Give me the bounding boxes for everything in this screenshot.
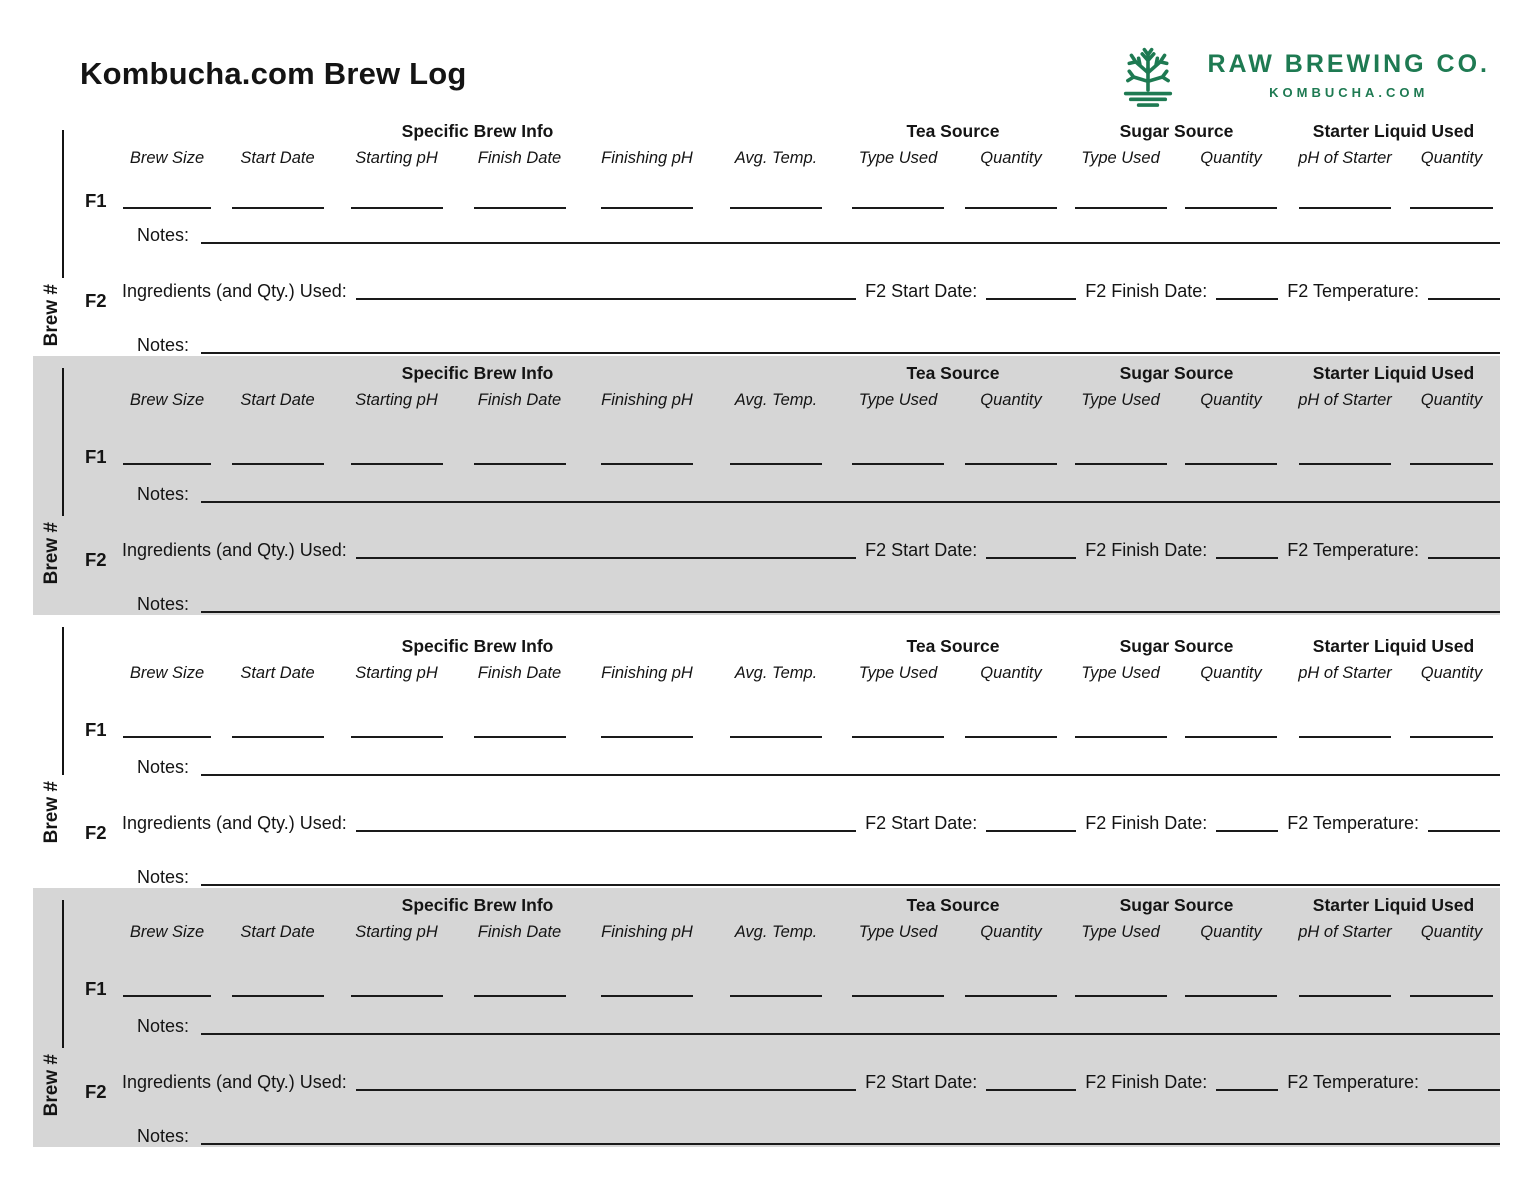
f2-notes-label: Notes: [137,1125,190,1146]
f1-tea-quantity-blank[interactable] [965,736,1057,738]
brew-number-label: Brew # [41,522,62,585]
column-header-starting-ph: Starting pH [355,390,438,409]
brew-number-line[interactable] [62,368,64,516]
f1-label: F1 [85,977,107,999]
f2-finish-date-label: F2 Finish Date: [1085,540,1208,561]
column-header-starter-quantity: Quantity [1420,390,1483,409]
column-header-tea-type-used: Type Used [858,149,938,167]
f1-notes-label: Notes: [137,1016,190,1037]
f1-start-date-blank[interactable] [232,736,324,738]
brew-log-section [33,615,1500,888]
f1-starting-ph-blank[interactable] [351,463,443,465]
f2-notes-row [137,834,1500,888]
f1-notes-label: Notes: [137,757,190,778]
f1-start-date-blank[interactable] [232,995,324,997]
column-header-tea-type-used: Type Used [858,922,938,941]
ingredients-line[interactable] [356,1089,856,1091]
brand-logo [1112,40,1491,114]
group-header-sugar-source: Sugar Source [1119,362,1234,383]
f2-notes-line[interactable] [201,1143,1500,1145]
f2-details-row [122,778,1500,834]
column-header-sugar-quantity: Quantity [1200,922,1262,941]
column-header-tea-type-used: Type Used [858,390,938,409]
f1-starter-ph-blank[interactable] [1299,995,1391,997]
f1-label: F1 [85,445,107,467]
column-header-ph-of-starter: pH of Starter [1298,922,1392,941]
f1-brew-size-blank[interactable] [123,207,211,209]
f2-label: F2 [85,822,107,843]
f1-sugar-type-blank[interactable] [1075,736,1167,738]
brew-log-section [33,888,1500,1147]
f2-details-row [122,505,1500,561]
column-header-brew-size: Brew Size [129,663,205,682]
f1-finish-date-blank[interactable] [474,207,566,209]
f1-avg-temp-blank[interactable] [730,207,822,209]
f2-temperature-label: F2 Temperature: [1287,813,1419,834]
f2-notes-row [137,302,1500,356]
group-header-sugar-source: Sugar Source [1119,121,1234,141]
column-header-ph-of-starter: pH of Starter [1298,149,1392,167]
f2-temperature-line[interactable] [1428,557,1500,559]
f2-details-row [122,246,1500,302]
ingredients-label: Ingredients (and Qty.) Used: [122,1072,347,1093]
f2-notes-label: Notes: [137,866,190,887]
column-group-header-row [115,635,1500,657]
f1-notes-line[interactable] [201,774,1500,776]
group-header-tea-source: Tea Source [906,894,1000,915]
column-header-start-date: Start Date [240,663,315,682]
brew-log-section [33,356,1500,615]
f1-finishing-ph-blank[interactable] [601,207,693,209]
brew-number-line[interactable] [62,130,64,278]
f1-row [85,410,1500,468]
brew-number-line[interactable] [62,627,64,775]
f1-notes-line[interactable] [201,242,1500,244]
f1-notes-row [137,212,1500,246]
f1-entry-blanks [115,683,1500,741]
column-header-row [115,142,1500,168]
column-group-header-row [115,362,1500,384]
group-header-specific-brew-info: Specific Brew Info [401,121,554,141]
group-header-tea-source: Tea Source [906,362,1000,383]
f2-notes-line[interactable] [201,352,1500,354]
column-header-tea-quantity: Quantity [980,663,1042,682]
f1-tea-type-blank[interactable] [852,207,944,209]
f1-finish-date-blank[interactable] [474,463,566,465]
f2-finish-date-line[interactable] [1216,298,1278,300]
column-header-finish-date: Finish Date [477,149,562,167]
f2-finish-date-label: F2 Finish Date: [1085,1072,1208,1093]
column-header-finishing-ph: Finishing pH [601,149,693,167]
f2-notes-row [137,1093,1500,1147]
ingredients-label: Ingredients (and Qty.) Used: [122,540,347,561]
column-header-ph-of-starter: pH of Starter [1298,390,1392,409]
f1-starter-quantity-blank[interactable] [1410,995,1492,997]
f1-notes-row [137,741,1500,779]
f1-tea-quantity-blank[interactable] [965,995,1057,997]
f1-entry-blanks [115,942,1500,1000]
brew-number-rail [33,356,85,615]
f1-starter-quantity-blank[interactable] [1410,207,1492,209]
f1-notes-label: Notes: [137,225,190,245]
ingredients-label: Ingredients (and Qty.) Used: [122,813,347,834]
column-header-tea-quantity: Quantity [980,390,1042,409]
group-header-starter-liquid-used: Starter Liquid Used [1312,121,1475,141]
f1-entry-blanks [115,410,1500,468]
f2-label: F2 [85,1081,107,1102]
f1-start-date-blank[interactable] [232,463,324,465]
column-header-starter-quantity: Quantity [1420,922,1483,941]
f1-starter-ph-blank[interactable] [1299,736,1391,738]
f2-temperature-label: F2 Temperature: [1287,1072,1419,1093]
brew-number-rail [33,118,85,356]
column-header-brew-size: Brew Size [129,390,205,409]
f2-start-date-line[interactable] [986,298,1076,300]
column-header-ph-of-starter: pH of Starter [1298,663,1392,682]
column-header-brew-size: Brew Size [129,149,205,167]
column-group-header-row [115,120,1500,142]
f1-entry-blanks [115,168,1500,212]
f2-start-date-line[interactable] [986,1089,1076,1091]
f1-tea-quantity-blank[interactable] [965,463,1057,465]
f2-start-date-line[interactable] [986,830,1076,832]
column-header-start-date: Start Date [240,922,315,941]
brew-number-rail [33,615,85,888]
column-header-tea-quantity: Quantity [980,922,1042,941]
group-header-starter-liquid-used: Starter Liquid Used [1312,362,1475,383]
page-header [0,0,1536,118]
column-header-starting-ph: Starting pH [355,663,438,682]
column-header-starter-quantity: Quantity [1420,149,1483,167]
f1-finishing-ph-blank[interactable] [601,736,693,738]
column-header-starter-quantity: Quantity [1420,663,1483,682]
f1-sugar-quantity-blank[interactable] [1185,995,1277,997]
group-header-sugar-source: Sugar Source [1119,894,1234,915]
brew-number-line[interactable] [62,900,64,1048]
ingredients-label: Ingredients (and Qty.) Used: [122,281,347,301]
f1-avg-temp-blank[interactable] [730,736,822,738]
tree-icon [1112,40,1184,114]
f1-starting-ph-blank[interactable] [351,207,443,209]
column-header-avg-temp: Avg. Temp. [734,922,818,941]
column-header-finish-date: Finish Date [477,663,562,682]
f1-tea-type-blank[interactable] [852,736,944,738]
f1-notes-row [137,468,1500,506]
f1-sugar-quantity-blank[interactable] [1185,736,1277,738]
f1-tea-type-blank[interactable] [852,463,944,465]
group-header-tea-source: Tea Source [906,635,1000,656]
f1-notes-label: Notes: [137,484,190,505]
f1-brew-size-blank[interactable] [123,995,211,997]
column-header-sugar-type-used: Type Used [1081,922,1160,941]
f2-label: F2 [85,290,107,311]
group-header-sugar-source: Sugar Source [1119,635,1234,656]
f1-sugar-type-blank[interactable] [1075,995,1167,997]
f1-sugar-quantity-blank[interactable] [1185,207,1277,209]
column-header-avg-temp: Avg. Temp. [734,663,818,682]
brew-number-rail [33,888,85,1147]
ingredients-line[interactable] [356,557,856,559]
column-header-row [115,916,1500,942]
column-header-starting-ph: Starting pH [355,922,438,941]
f2-notes-line[interactable] [201,884,1500,886]
f1-label: F1 [85,718,107,740]
f2-temperature-line[interactable] [1428,1089,1500,1091]
f1-starting-ph-blank[interactable] [351,995,443,997]
f1-starter-quantity-blank[interactable] [1410,463,1492,465]
f2-notes-label: Notes: [137,335,190,355]
f1-row [85,168,1500,212]
f1-tea-type-blank[interactable] [852,995,944,997]
f1-sugar-type-blank[interactable] [1075,463,1167,465]
f1-sugar-type-blank[interactable] [1075,207,1167,209]
f2-finish-date-label: F2 Finish Date: [1085,281,1208,301]
f2-finish-date-line[interactable] [1216,830,1278,832]
f1-start-date-blank[interactable] [232,207,324,209]
column-header-tea-quantity: Quantity [980,149,1042,167]
brand-website: KOMBUCHA.COM [1269,85,1429,100]
brew-number-label: Brew # [41,781,62,844]
column-header-sugar-quantity: Quantity [1200,149,1262,167]
column-header-tea-type-used: Type Used [858,663,938,682]
f2-notes-row [137,561,1500,615]
f1-finishing-ph-blank[interactable] [601,463,693,465]
brew-number-label: Brew # [41,1054,62,1117]
f1-brew-size-blank[interactable] [123,736,211,738]
f2-start-date-line[interactable] [986,557,1076,559]
f2-notes-line[interactable] [201,611,1500,613]
column-header-sugar-quantity: Quantity [1200,390,1262,409]
ingredients-line[interactable] [356,298,856,300]
group-header-tea-source: Tea Source [906,121,1000,141]
column-header-finish-date: Finish Date [477,922,562,941]
f1-notes-row [137,1000,1500,1038]
column-header-finishing-ph: Finishing pH [601,390,693,409]
column-header-avg-temp: Avg. Temp. [734,390,818,409]
ingredients-line[interactable] [356,830,856,832]
brew-log-section [33,118,1500,356]
f1-avg-temp-blank[interactable] [730,995,822,997]
f1-sugar-quantity-blank[interactable] [1185,463,1277,465]
column-header-sugar-type-used: Type Used [1081,663,1160,682]
f1-row [85,683,1500,741]
column-header-brew-size: Brew Size [129,922,205,941]
f2-start-date-label: F2 Start Date: [865,540,978,561]
f1-notes-line[interactable] [201,501,1500,503]
column-header-finish-date: Finish Date [477,390,562,409]
f2-label: F2 [85,549,107,570]
f2-start-date-label: F2 Start Date: [865,813,978,834]
f1-starting-ph-blank[interactable] [351,736,443,738]
f2-finish-date-line[interactable] [1216,1089,1278,1091]
f2-details-row [122,1037,1500,1093]
f2-temperature-label: F2 Temperature: [1287,281,1419,301]
column-header-finishing-ph: Finishing pH [601,663,693,682]
group-header-starter-liquid-used: Starter Liquid Used [1312,635,1475,656]
f2-start-date-label: F2 Start Date: [865,281,978,301]
brew-log-sections [0,118,1536,1147]
f1-label: F1 [85,190,107,211]
f1-notes-line[interactable] [201,1033,1500,1035]
f1-avg-temp-blank[interactable] [730,463,822,465]
group-header-starter-liquid-used: Starter Liquid Used [1312,894,1475,915]
column-header-start-date: Start Date [240,390,315,409]
f1-finishing-ph-blank[interactable] [601,995,693,997]
column-header-start-date: Start Date [240,149,315,167]
column-group-header-row [115,894,1500,916]
column-header-sugar-type-used: Type Used [1081,390,1160,409]
f1-starter-quantity-blank[interactable] [1410,736,1492,738]
f1-tea-quantity-blank[interactable] [965,207,1057,209]
f2-temperature-line[interactable] [1428,298,1500,300]
column-header-row [115,657,1500,683]
brand-name: RAW BREWING CO. [1207,50,1490,78]
f2-temperature-label: F2 Temperature: [1287,540,1419,561]
f2-start-date-label: F2 Start Date: [865,1072,978,1093]
group-header-specific-brew-info: Specific Brew Info [401,894,554,915]
column-header-row [115,384,1500,410]
brand-text [1208,40,1491,100]
f1-row [85,942,1500,1000]
f1-finish-date-blank[interactable] [474,736,566,738]
column-header-starting-ph: Starting pH [355,149,438,167]
f2-notes-label: Notes: [137,593,190,614]
group-header-specific-brew-info: Specific Brew Info [401,635,554,656]
f2-finish-date-label: F2 Finish Date: [1085,813,1208,834]
f1-finish-date-blank[interactable] [474,995,566,997]
f1-brew-size-blank[interactable] [123,463,211,465]
f2-finish-date-line[interactable] [1216,557,1278,559]
column-header-avg-temp: Avg. Temp. [734,149,818,167]
column-header-sugar-type-used: Type Used [1081,149,1160,167]
page-title: Kombucha.com Brew Log [80,56,467,91]
brew-number-label: Brew # [41,284,62,347]
f1-starter-ph-blank[interactable] [1299,463,1391,465]
group-header-specific-brew-info: Specific Brew Info [401,362,554,383]
f2-temperature-line[interactable] [1428,830,1500,832]
f1-starter-ph-blank[interactable] [1299,207,1391,209]
column-header-finishing-ph: Finishing pH [601,922,693,941]
column-header-sugar-quantity: Quantity [1200,663,1262,682]
